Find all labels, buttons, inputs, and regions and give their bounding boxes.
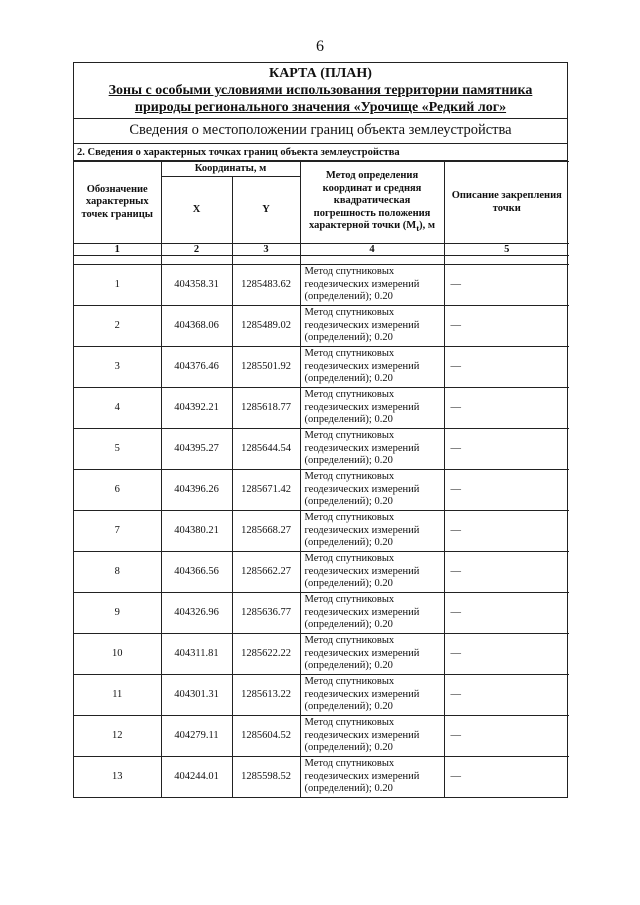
y-coordinate-cell: 1285618.77	[232, 388, 300, 429]
point-number-cell: 4	[74, 388, 161, 429]
y-coordinate-cell: 1285668.27	[232, 511, 300, 552]
table-row	[74, 593, 569, 634]
point-number-cell: 11	[74, 675, 161, 716]
y-coordinate-cell: 1285636.77	[232, 593, 300, 634]
y-coordinate-cell: 1285501.92	[232, 347, 300, 388]
description-cell: —	[444, 593, 569, 634]
y-coordinate-cell: 1285622.22	[232, 634, 300, 675]
table-row	[74, 429, 569, 470]
point-number-cell: 2	[74, 306, 161, 347]
point-number-cell: 7	[74, 511, 161, 552]
x-coordinate-cell: 404376.46	[161, 347, 232, 388]
description-cell: —	[444, 634, 569, 675]
header-description: Описание закрепления точки	[444, 162, 569, 244]
method-cell: Метод спутниковых геодезических измерений (определений); 0.20	[300, 470, 444, 511]
method-cell: Метод спутниковых геодезических измерений (определений); 0.20	[300, 552, 444, 593]
x-coordinate-cell: 404380.21	[161, 511, 232, 552]
table-row	[74, 716, 569, 757]
method-cell: Метод спутниковых геодезических измерений (определений); 0.20	[300, 593, 444, 634]
x-coordinate-cell: 404326.96	[161, 593, 232, 634]
description-cell: —	[444, 265, 569, 306]
document-title: КАРТА (ПЛАН)	[269, 66, 372, 81]
method-cell: Метод спутниковых геодезических измерений (определений); 0.20	[300, 511, 444, 552]
table-row	[74, 265, 569, 306]
x-coordinate-cell: 404392.21	[161, 388, 232, 429]
table-row	[74, 634, 569, 675]
x-coordinate-cell: 404301.31	[161, 675, 232, 716]
column-number-row	[74, 244, 569, 256]
x-coordinate-cell: 404368.06	[161, 306, 232, 347]
method-cell: Метод спутниковых геодезических измерений (определений); 0.20	[300, 306, 444, 347]
boundary-points-table	[74, 161, 569, 797]
method-cell: Метод спутниковых геодезических измерений (определений); 0.20	[300, 716, 444, 757]
y-coordinate-cell: 1285604.52	[232, 716, 300, 757]
y-coordinate-cell: 1285644.54	[232, 429, 300, 470]
description-cell: —	[444, 675, 569, 716]
point-number-cell: 12	[74, 716, 161, 757]
table-row	[74, 470, 569, 511]
description-cell: —	[444, 470, 569, 511]
x-coordinate-cell: 404358.31	[161, 265, 232, 306]
point-number-cell: 10	[74, 634, 161, 675]
table-row	[74, 757, 569, 798]
description-cell: —	[444, 511, 569, 552]
column-number: 2	[161, 244, 232, 256]
y-coordinate-cell: 1285489.02	[232, 306, 300, 347]
x-coordinate-cell: 404311.81	[161, 634, 232, 675]
point-number-cell: 1	[74, 265, 161, 306]
point-number-cell: 9	[74, 593, 161, 634]
page-number: 6	[316, 38, 324, 55]
y-coordinate-cell: 1285598.52	[232, 757, 300, 798]
method-cell: Метод спутниковых геодезических измерений (определений); 0.20	[300, 675, 444, 716]
table-row	[74, 511, 569, 552]
header-point-designation: Обозначение характерных точек границы	[74, 162, 161, 244]
description-cell: —	[444, 716, 569, 757]
title-block	[74, 63, 567, 119]
spacer-row	[74, 256, 569, 265]
table-row	[74, 306, 569, 347]
method-cell: Метод спутниковых геодезических измерений (определений); 0.20	[300, 388, 444, 429]
point-number-cell: 3	[74, 347, 161, 388]
column-number: 1	[74, 244, 161, 256]
method-cell: Метод спутниковых геодезических измерений (определений); 0.20	[300, 347, 444, 388]
description-cell: —	[444, 552, 569, 593]
header-method: Метод определения координат и средняя квадратическая погрешность положения характерной точки $(M_t)$, м	[300, 162, 444, 244]
document-subtitle-line-1: Зоны с особыми условиями использования территории памятника	[108, 83, 533, 98]
table-row	[74, 552, 569, 593]
map-plan-sheet	[73, 62, 568, 798]
table-row	[74, 347, 569, 388]
column-number: 4	[300, 244, 444, 256]
x-coordinate-cell: 404366.56	[161, 552, 232, 593]
header-y: Y	[232, 177, 300, 244]
table-row	[74, 675, 569, 716]
point-number-cell: 13	[74, 757, 161, 798]
subsection-title: 2. Сведения о характерных точках границ объекта землеустройства	[74, 144, 567, 161]
description-cell: —	[444, 306, 569, 347]
description-cell: —	[444, 347, 569, 388]
x-coordinate-cell: 404279.11	[161, 716, 232, 757]
point-number-cell: 6	[74, 470, 161, 511]
header-x: X	[161, 177, 232, 244]
method-cell: Метод спутниковых геодезических измерений (определений); 0.20	[300, 429, 444, 470]
header-coordinates: Координаты, м	[161, 162, 300, 177]
column-number: 5	[444, 244, 569, 256]
column-number: 3	[232, 244, 300, 256]
y-coordinate-cell: 1285613.22	[232, 675, 300, 716]
description-cell: —	[444, 757, 569, 798]
document-subtitle-line-2: природы регионального значения «Урочище «Редкий лог»	[134, 100, 507, 115]
y-coordinate-cell: 1285662.27	[232, 552, 300, 593]
table-row	[74, 388, 569, 429]
x-coordinate-cell: 404395.27	[161, 429, 232, 470]
method-cell: Метод спутниковых геодезических измерений (определений); 0.20	[300, 634, 444, 675]
description-cell: —	[444, 429, 569, 470]
section-title: Сведения о местоположении границ объекта землеустройства	[74, 119, 567, 144]
y-coordinate-cell: 1285671.42	[232, 470, 300, 511]
method-cell: Метод спутниковых геодезических измерений (определений); 0.20	[300, 265, 444, 306]
y-coordinate-cell: 1285483.62	[232, 265, 300, 306]
description-cell: —	[444, 388, 569, 429]
method-cell: Метод спутниковых геодезических измерений (определений); 0.20	[300, 757, 444, 798]
x-coordinate-cell: 404396.26	[161, 470, 232, 511]
point-number-cell: 8	[74, 552, 161, 593]
point-number-cell: 5	[74, 429, 161, 470]
x-coordinate-cell: 404244.01	[161, 757, 232, 798]
